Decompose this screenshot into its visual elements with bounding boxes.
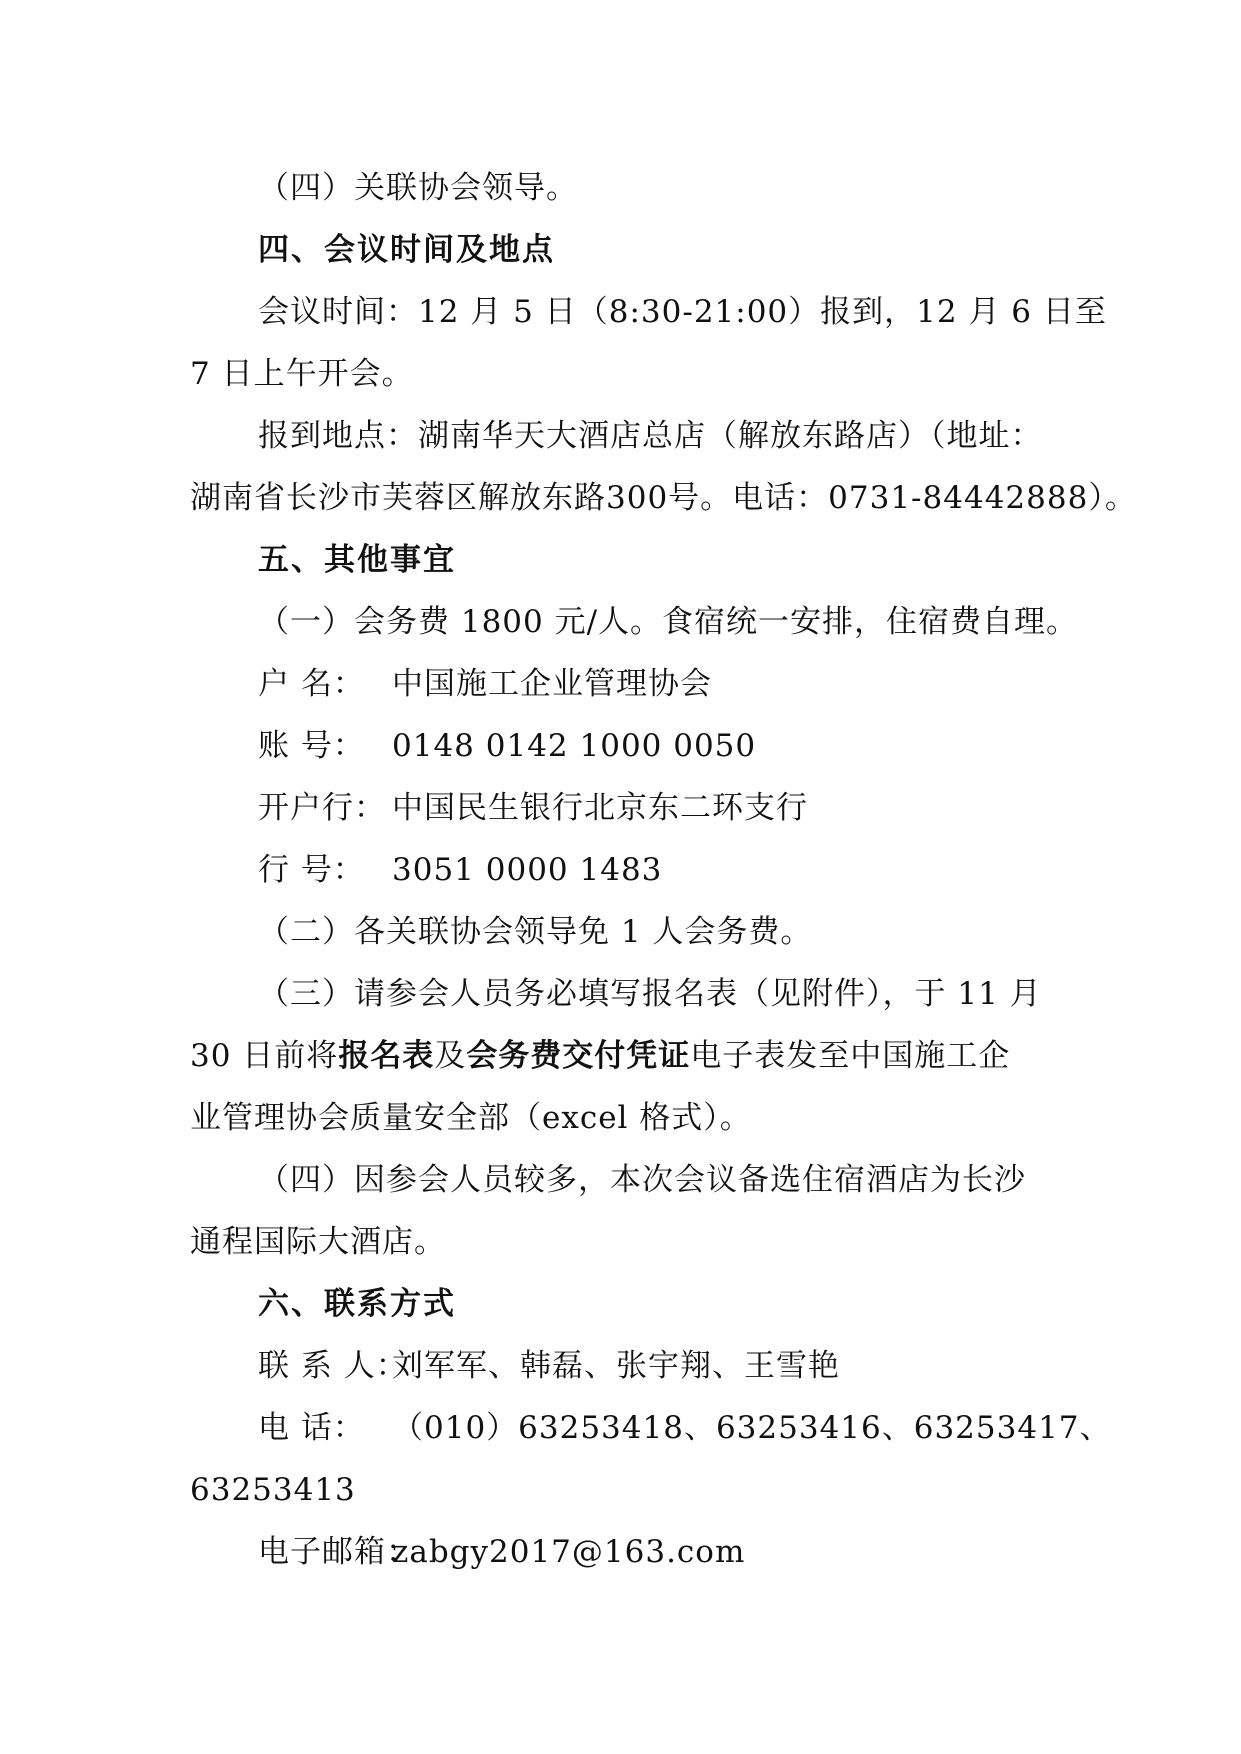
bank-name-label: 开户行： xyxy=(258,790,386,826)
bank-account-name-row xyxy=(190,653,1050,715)
registration-instruction-line-3: 业管理协会质量安全部（excel 格式）。 xyxy=(190,1100,752,1136)
item-related-association-leaders: （四）关联协会领导。 xyxy=(258,170,578,206)
backup-hotel-line-2: 通程国际大酒店。 xyxy=(190,1224,446,1260)
registration-form-bold: 报名表 xyxy=(338,1038,435,1074)
instruction-text-pre: 30 日前将 xyxy=(190,1038,339,1074)
account-name-value: 中国施工企业管理协会 xyxy=(392,666,712,702)
payment-voucher-bold: 会务费交付凭证 xyxy=(466,1038,691,1074)
bank-code-row xyxy=(190,839,1050,901)
section-heading-other-matters: 五、其他事宜 xyxy=(258,542,456,578)
registration-instruction-line-1: （三）请参会人员务必填写报名表（见附件），于 11 月 xyxy=(258,976,1042,1012)
account-number-label: 账 号： xyxy=(258,728,365,764)
instruction-text-mid: 及 xyxy=(434,1038,467,1074)
contact-email-value: zabgy2017@163.com xyxy=(392,1534,746,1570)
section-heading-contact: 六、联系方式 xyxy=(258,1286,456,1322)
contact-email-row xyxy=(190,1521,1050,1583)
bank-name-row xyxy=(190,777,1050,839)
contact-phone-continued: 63253413 xyxy=(190,1472,356,1508)
conference-fee-line: （一）会务费 1800 元/人。食宿统一安排，住宿费自理。 xyxy=(258,604,1079,640)
bank-account-number-row xyxy=(190,715,1050,777)
section-heading-meeting-time-place: 四、会议时间及地点 xyxy=(258,232,555,268)
instruction-text-post: 电子表发至中国施工企 xyxy=(690,1038,1011,1074)
document-body xyxy=(190,157,1137,1583)
account-number-value: 0148 0142 1000 0050 xyxy=(392,728,757,764)
fee-waiver-line: （二）各关联协会领导免 1 人会务费。 xyxy=(258,914,813,950)
meeting-time-line-2: 7 日上午开会。 xyxy=(190,356,414,392)
meeting-time-line-1: 会议时间：12 月 5 日（8:30-21:00）报到，12 月 6 日至 xyxy=(258,294,1107,330)
contact-phone-label: 电 话： xyxy=(258,1410,365,1446)
contact-phone-row xyxy=(190,1397,1112,1459)
contact-phone-value: （010）63253418、63253416、63253417、 xyxy=(392,1410,1112,1446)
bank-name-value: 中国民生银行北京东二环支行 xyxy=(392,790,808,826)
bank-code-value: 3051 0000 1483 xyxy=(392,852,663,888)
contact-person-value: 刘军军、韩磊、张宇翔、王雪艳 xyxy=(392,1348,840,1384)
contact-person-label: 联 系 人： xyxy=(258,1348,408,1384)
registration-address-line-1: 报到地点：湖南华天大酒店总店（解放东路店）（地址： xyxy=(258,418,1043,454)
backup-hotel-line-1: （四）因参会人员较多，本次会议备选住宿酒店为长沙 xyxy=(258,1162,1026,1198)
contact-email-label: 电子邮箱： xyxy=(258,1534,418,1570)
registration-address-line-2: 湖南省长沙市芙蓉区解放东路300号。电话：0731-84442888）。 xyxy=(190,480,1137,516)
registration-instruction-line-2 xyxy=(190,1025,1050,1087)
bank-code-label: 行 号： xyxy=(258,852,365,888)
account-name-label: 户 名： xyxy=(258,666,365,702)
contact-person-row xyxy=(190,1335,1050,1397)
